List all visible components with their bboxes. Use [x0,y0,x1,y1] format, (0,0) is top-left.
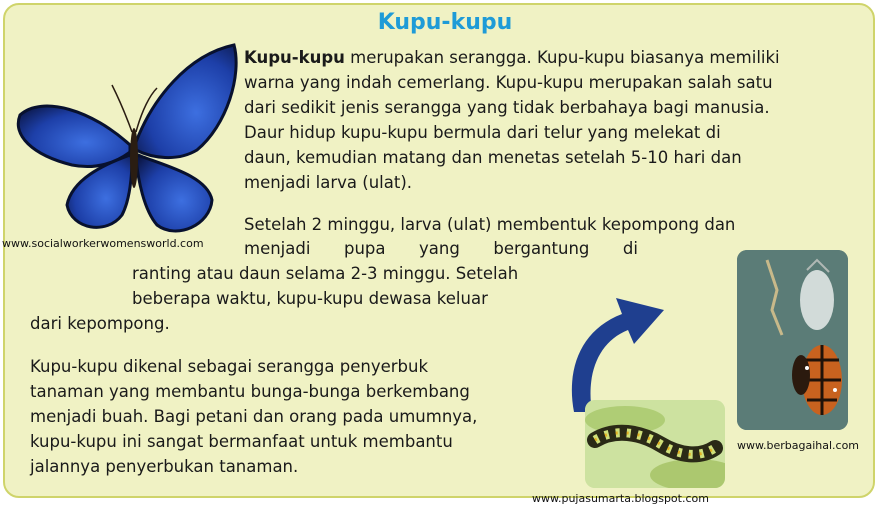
caterpillar-photo-caption: www.pujasumarta.blogspot.com [532,492,709,505]
paragraph-2-line-5: dari kepompong. [30,314,170,333]
chrysalis-illustration [737,250,848,430]
caterpillar-photo [585,400,725,488]
paragraph-1-line-5: daun, kemudian matang dan menetas setelah 5-10 hari dan [244,148,742,167]
paragraph-1-line-6: menjadi larva (ulat). [244,173,413,192]
paragraph-1-line-1 [244,46,780,71]
chrysalis-photo [737,250,848,430]
paragraph-3-line-4: kupu-kupu ini sangat bermanfaat untuk membantu [30,432,453,451]
caterpillar-illustration [585,400,725,488]
paragraph-3-line-1: Kupu-kupu dikenal sebagai serangga penyerbuk [30,357,429,376]
paragraph-1-line-1-text: merupakan serangga. Kupu-kupu biasanya memiliki [344,48,780,67]
paragraph-1-line-3: dari sedikit jenis serangga yang tidak berbahaya bagi manusia. [244,98,770,117]
paragraph-1-line-4: Daur hidup kupu-kupu bermula dari telur yang melekat di [244,123,721,142]
chrysalis-photo-caption: www.berbagaihal.com [737,439,860,452]
paragraph-3-line-3: menjadi buah. Bagi petani dan orang pada umumnya, [30,407,478,426]
paragraph-2-line-1: Setelah 2 minggu, larva (ulat) membentuk kepompong dan [244,215,736,234]
paragraph-1-line-2: warna yang indah cemerlang. Kupu-kupu merupakan salah satu [244,73,773,92]
blue-butterfly-image [12,40,244,242]
paragraph-3-line-5: jalannya penyerbukan tanaman. [30,457,299,476]
paragraph-2-line-3: ranting atau daun selama 2-3 minggu. Setelah [132,264,519,283]
butterfly-image-caption: www.socialworkerwomensworld.com [2,237,204,250]
page-title: Kupu-kupu [377,10,513,35]
paragraph-1-lead: Kupu-kupu [244,48,345,67]
paragraph-2-line-4: beberapa waktu, kupu-kupu dewasa keluar [132,289,488,308]
paragraph-2-line-2: menjadi pupa yang bergantung di [244,239,638,258]
paragraph-3-line-2: tanaman yang membantu bunga-bunga berkembang [30,382,470,401]
